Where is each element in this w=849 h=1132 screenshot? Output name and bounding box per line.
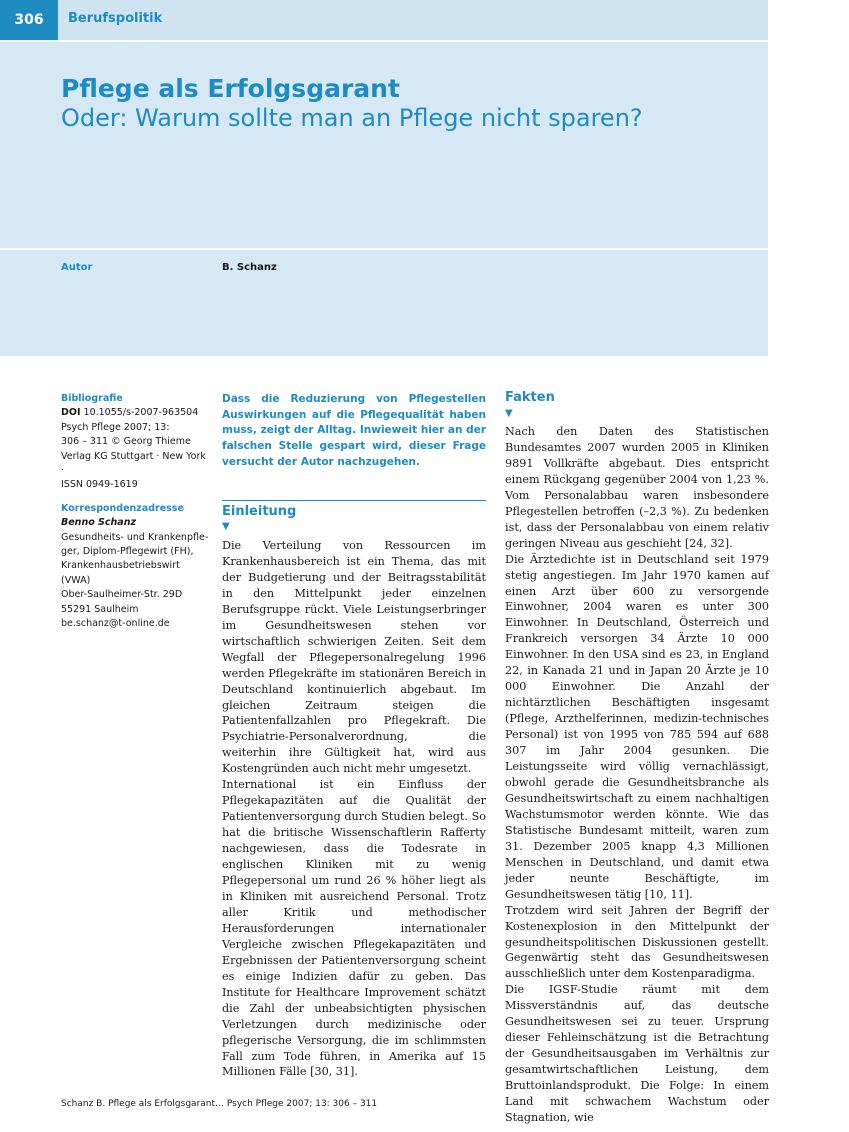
body-paragraph: Die Ärztedichte ist in Deutschland seit 1979 stetig angestiegen. Im Jahr 1970 kamen auf einen Arzt über 600 zu versorgende Einwohner, 2004 waren es unter 300 Einwohner. In Deutschland, Österreich und Frankreich versorgen 34 Ärzte 10 000 Einwohner. In den USA sind es 23, in England 22, in Kanada 21 und in Japan 20 Ärzte je 10 000 Einwohner. Die Anzahl der nichtärztlichen Beschäftigten insgesamt (Pflege, Arzthelferinnen, medizin-technisches Personal) ist von 1995 von 785 594 auf 688 307 im Jahr 2004 gesunken. Die Leistungsseite wird völlig vernachlässigt, obwohl gerade die Gesundheitsbranche als Gesundheitswirtschaft zu einem nachhaltigen Wachstumsmotor werden könnte. Wie das Statistische Bundesamt mitteilt, waren zum 31. Dezember 2005 knapp 4,3 Millionen Menschen in Deutschland, und damit etwa jeder neunte Beschäftigte, im Gesundheitswesen tätig [10, 11]. [505, 552, 769, 901]
intro-column [222, 538, 486, 1080]
body-paragraph: Nach den Daten des Statistischen Bundesamtes 2007 wurden 2005 in Kliniken 9891 Vollkräfte abgebaut. Dies entspricht einem Rückgang gegenüber 2004 von 1,23 %. Vom Personalabbau waren insbesondere Pflegestellen betroffen (–2,3 %). Zu bedenken ist, dass der Personalabbau von einem relativ geringen Niveau aus geschieht [24, 32]. [505, 425, 769, 550]
heading-einleitung: Einleitung [222, 504, 297, 519]
doi-label: DOI [61, 407, 81, 419]
correspondence-line: ger, Diplom-Pflegewirt (FH), [61, 546, 194, 558]
article-title: Pflege als Erfolgsgarant [61, 74, 400, 103]
section-title: Berufspolitik [68, 11, 163, 26]
title-band [0, 42, 768, 248]
bibliography-label: Bibliografie [61, 393, 123, 404]
bibliography-line: 306 – 311 © Georg Thieme [61, 436, 191, 448]
bibliography-line: ISSN 0949-1619 [61, 479, 138, 491]
correspondence-label: Korrespondenzadresse [61, 502, 184, 514]
body-paragraph: Die Verteilung von Ressourcen im Krankenhausbereich ist ein Thema, das mit der Budgetierung und der Beitragsstabilität in den Mittelpunkt jeder einzelnen Berufsgruppe rückt. Viele Leistungserbringer im Gesundheitswesen stehen vor wirtschaftlich schwierigen Zeiten. Seit dem Wegfall der Pflegepersonalregelung 1996 werden Pflegekräfte im stationären Bereich in Deutschland kontinuierlich abgebaut. Im gleichen Zeitraum steigen die Patientenfallzahlen pro Pflegekraft. Die Psychiatrie-Personalverordnung, die weiterhin ihre Gültigkeit hat, wird aus Kostengründen auch nicht mehr umgesetzt. [222, 539, 486, 776]
facts-column [505, 424, 769, 1126]
page-number: 306 [0, 0, 58, 40]
bibliography-line: Verlag KG Stuttgart · New York · [61, 450, 206, 477]
author-name: B. Schanz [222, 262, 277, 273]
abstract [222, 392, 486, 471]
body-paragraph: Trotzdem wird seit Jahren der Begriff der Kostenexplosion in den Mittelpunkt der gesundheitspolitischen Diskussionen gestellt. Gegenwärtig steht das Gesundheitswesen ausschließlich unter dem Kostenparadigma. [505, 903, 769, 981]
body-paragraph: Die IGSF-Studie räumt mit dem Missverständnis auf, das deutsche Gesundheitswesen sei zu teuer. Ursprung dieser Fehleinschätzung ist die Betrachtung der Gesundheitsausgaben im Verhältnis zur gesamtwirtschaftlichen Leistung, dem Bruttoinlandsprodukt. Die Folge: In einem Land mit schwachem Wachstum oder Stagnation, wie [505, 983, 769, 1124]
abstract-text: Dass die Reduzierung von Pflegestellen Auswirkungen auf die Pflegequalität haben muss, zeigt der Alltag. Inwieweit hier an der falschen Stelle gespart wird, dieser Frage versucht der Autor nachzugehen. [222, 393, 486, 468]
correspondence-line: Krankenhausbetriebswirt [61, 560, 180, 572]
triangle-down-icon: ▼ [505, 408, 513, 419]
bibliography-line: Psych Pflege 2007; 13: [61, 421, 170, 433]
correspondence-line: Gesundheits- und Krankenpfle- [61, 531, 209, 543]
heading-fakten: Fakten [505, 390, 555, 405]
section-divider [222, 500, 486, 501]
correspondence-line: 55291 Saulheim [61, 603, 139, 615]
author-band [0, 250, 768, 356]
doi-line [61, 406, 211, 420]
page-footer: Schanz B. Pflege als Erfolgsgarant… Psych Pflege 2007; 13: 306 – 311 [61, 1099, 378, 1109]
body-paragraph: International ist ein Einfluss der Pflegekapazitäten auf die Qualität der Patientenversorgung durch Studien belegt. So hat die britische Wissenschaftlerin Rafferty nachgewiesen, dass die Todesrate in englischen Kliniken mit zu wenig Pflegepersonal um rund 26 % höher liegt als in Kliniken mit ausreichend Personal. Trotz aller Kritik und methodischer Herausforderungen internationaler Vergleiche zwischen Pflegekapazitäten und Ergebnissen der Patientenversorgung scheint es einige Indizien dafür zu geben. Das Institute for Healthcare Improvement schätzt die Zahl der unbeabsichtigten physischen Verletzungen durch medizinische oder pflegerische Versorgung, die im schlimmsten Fall zum Tode führen, in Amerika auf 15 Millionen Fälle [30, 31]. [222, 778, 486, 1079]
author-label: Autor [61, 262, 93, 273]
triangle-down-icon: ▼ [222, 521, 230, 532]
correspondence-email[interactable]: be.schanz@t-online.de [61, 618, 170, 630]
correspondence-name: Benno Schanz [61, 517, 136, 529]
article-subtitle: Oder: Warum sollte man an Pflege nicht sparen? [61, 104, 643, 132]
correspondence-line: (VWA) [61, 574, 91, 586]
sidebar-info [61, 392, 211, 632]
correspondence-line: Ober-Saulheimer-Str. 29D [61, 589, 183, 601]
doi-value: 10.1055/s-2007-963504 [80, 407, 199, 419]
